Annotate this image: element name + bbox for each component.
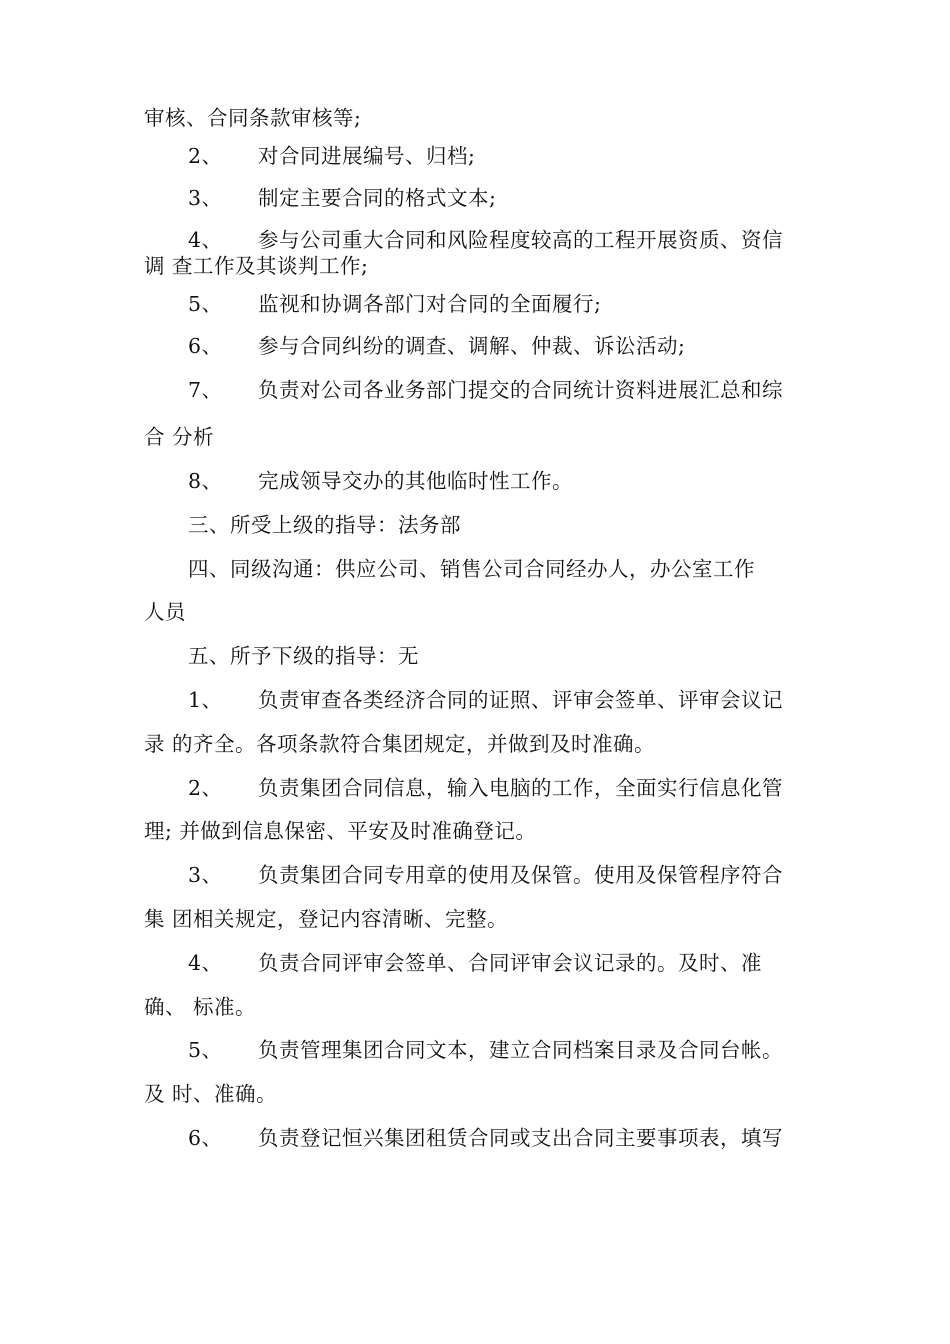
item-number: 4、: [188, 951, 223, 975]
item-number: 4、: [188, 228, 223, 252]
item-number: 3、: [188, 186, 223, 210]
text-line: 录 的齐全。各项条款符合集团规定，并做到及时准确。: [144, 732, 656, 756]
text-line: 集 团相关规定，登记内容清晰、完整。: [144, 907, 509, 931]
text-line: 理; 并做到信息保密、平安及时准确登记。: [144, 819, 537, 843]
section-heading: 五、所予下级的指导：无: [188, 644, 419, 668]
section-heading: 四、同级沟通：供应公司、销售公司合同经办人，办公室工作: [188, 557, 755, 581]
item-number: 6、: [188, 1126, 223, 1150]
item-number: 3、: [188, 863, 223, 887]
text-line: 及 时、准确。: [144, 1082, 278, 1106]
text-line: 人员: [144, 600, 186, 624]
list-item: 3、 负责集团合同专用章的使用及保管。使用及保管程序符合: [188, 863, 783, 887]
list-item: 8、 完成领导交办的其他临时性工作。: [188, 469, 573, 493]
item-number: 8、: [188, 469, 223, 493]
item-number: 2、: [188, 144, 223, 168]
list-item: 4、 负责合同评审会签单、合同评审会议记录的。及时、准: [188, 951, 762, 975]
list-item: 2、 负责集团合同信息，输入电脑的工作，全面实行信息化管: [188, 776, 783, 800]
section-heading: 三、所受上级的指导：法务部: [188, 513, 461, 537]
list-item: 1、 负责审查各类经济合同的证照、评审会签单、评审会议记: [188, 688, 783, 712]
list-item: 4、 参与公司重大合同和风险程度较高的工程开展资质、资信: [188, 228, 783, 252]
list-item: 6、 参与合同纠纷的调查、调解、仲裁、诉讼活动;: [188, 334, 686, 358]
text-line: 确、 标准。: [144, 995, 257, 1019]
list-item: 6、 负责登记恒兴集团租赁合同或支出合同主要事项表，填写: [188, 1126, 783, 1150]
item-number: 6、: [188, 334, 223, 358]
text-line: 审核、合同条款审核等;: [144, 106, 362, 130]
list-item: 3、 制定主要合同的格式文本;: [188, 186, 497, 210]
item-number: 1、: [188, 688, 223, 712]
text-line: 调 查工作及其谈判工作;: [144, 254, 369, 278]
item-number: 5、: [188, 1038, 223, 1062]
list-item: 5、 监视和协调各部门对合同的全面履行;: [188, 292, 602, 316]
item-number: 2、: [188, 776, 223, 800]
list-item: 2、 对合同进展编号、归档;: [188, 144, 476, 168]
item-number: 5、: [188, 292, 223, 316]
list-item: 7、 负责对公司各业务部门提交的合同统计资料进展汇总和综: [188, 378, 783, 402]
text-line: 合 分析: [144, 425, 215, 449]
list-item: 5、 负责管理集团合同文本，建立合同档案目录及合同台帐。: [188, 1038, 783, 1062]
item-number: 7、: [188, 378, 223, 402]
